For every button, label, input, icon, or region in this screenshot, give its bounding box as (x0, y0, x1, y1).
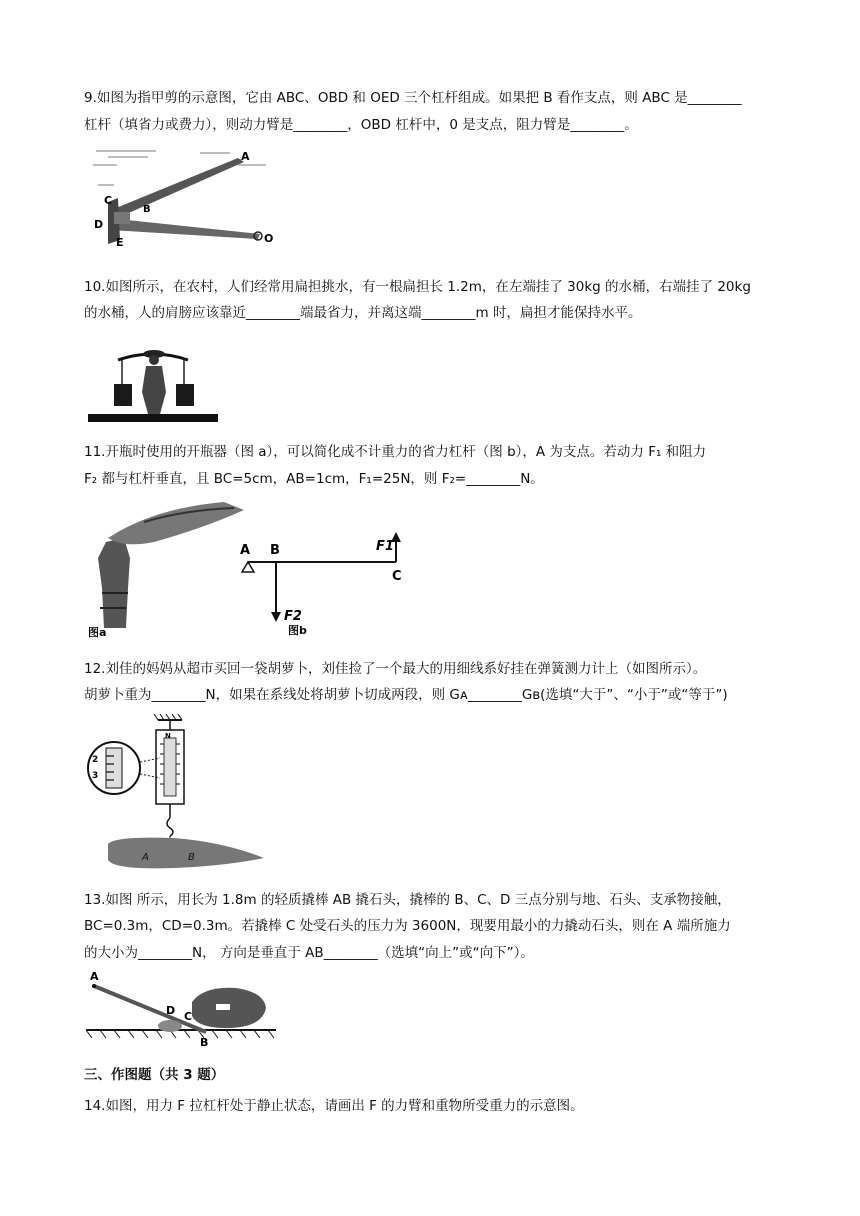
scale-unit-n: N (165, 732, 171, 740)
clipper-label-c: C (104, 194, 113, 207)
crowbar-label-b: B (200, 1036, 209, 1046)
figure-a-caption: 图a (88, 626, 107, 638)
q13-line-1: 13.如图 所示，用长为 1.8m 的轻质撬棒 AB 撬石头，撬棒的 B、C、D 三点分别与地、石头、支承物接触， (84, 892, 731, 908)
q10-line-1: 10.如图所示，在农村，人们经常用扁担挑水，有一根扁担长 1.2m，在左端挂了 30kg 的水桶，右端挂了 20kg (84, 279, 751, 295)
nail-clipper-figure (88, 144, 278, 252)
crowbar-label-d: D (166, 1004, 176, 1017)
lever-diagram-figure-b (236, 530, 411, 638)
force-label-f1: F1 (376, 539, 394, 554)
zoom-tick-3: 3 (92, 771, 99, 781)
bottle-opener-figure-a (84, 498, 254, 638)
q10-line-2: 的水桶，人的肩膀应该靠近________端最省力，并离这端________m 时，扁担才能保持水平。 (84, 305, 642, 321)
crowbar-label-a: A (90, 970, 99, 983)
q12-line-1: 12.刘佳的妈妈从超市买回一袋胡萝卜，刘佳捡了一个最大的用细线系好挂在弹簧测力计上（如图所示）。 (84, 661, 707, 677)
force-label-f2: F2 (284, 609, 302, 624)
lever-label-c: C (392, 569, 402, 584)
clipper-label-a: A (241, 150, 250, 163)
crowbar-figure (86, 968, 276, 1046)
lever-label-b: B (270, 543, 280, 558)
q13-line-3: 的大小为________N， 方向是垂直于 AB________（选填“向上”或“向下”）。 (84, 945, 534, 961)
q12-line-2: 胡萝卜重为________N，如果在系线处将胡萝卜切成两段，则 Gᴀ________Gʙ(选填“大于”、“小于”或“等于”) (84, 687, 728, 703)
clipper-label-d: D (94, 218, 104, 231)
zoom-tick-2: 2 (92, 755, 99, 765)
q14-line-1: 14.如图，用力 F 拉杠杆处于静止状态，请画出 F 的力臂和重物所受重力的示意图。 (84, 1098, 584, 1114)
clipper-label-b: B (143, 204, 151, 215)
lever-label-a: A (240, 543, 251, 558)
shoulder-pole-figure (88, 346, 218, 424)
spring-scale-carrot-figure (84, 714, 269, 874)
q13-line-2: BC=0.3m，CD=0.3m。若撬棒 C 处受石头的压力为 3600N，现要用最小的力撬动石头，则在 A 端所施力 (84, 918, 731, 934)
crowbar-label-c: C (184, 1010, 193, 1023)
clipper-label-o: O (264, 232, 274, 245)
q9-line-1: 9.如图为指甲剪的示意图，它由 ABC、OBD 和 OED 三个杠杆组成。如果把 B 看作支点，则 ABC 是________ (84, 90, 742, 106)
section-heading: 三、作图题（共 3 题） (84, 1067, 225, 1083)
q11-line-1: 11.开瓶时使用的开瓶器（图 a），可以简化成不计重力的省力杠杆（图 b），A 为支点。若动力 F₁ 和阻力 (84, 444, 707, 460)
q9-line-2: 杠杆（填省力或费力），则动力臂是________，OBD 杠杆中，0 是支点，阻力臂是________。 (84, 117, 638, 133)
q11-line-2: F₂ 都与杠杆垂直，且 BC=5cm，AB=1cm，F₁=25N，则 F₂=________N。 (84, 471, 544, 487)
carrot-label-b: B (188, 852, 195, 863)
carrot-label-a: A (142, 852, 149, 863)
figure-b-caption: 图b (288, 624, 307, 637)
clipper-label-e: E (116, 236, 124, 249)
